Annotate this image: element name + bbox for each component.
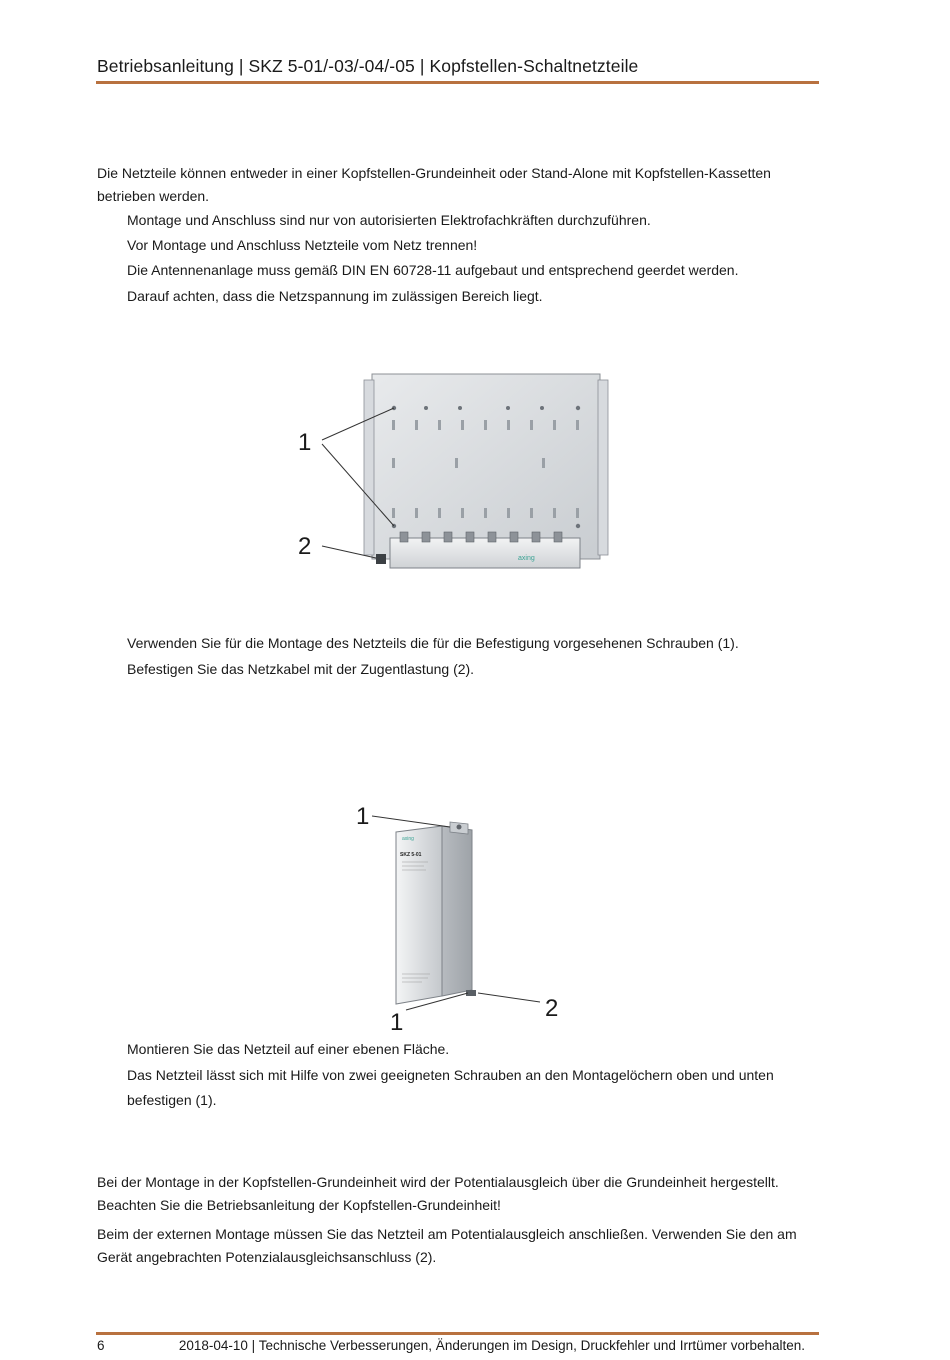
safety-note: Vor Montage und Anschluss Netzteile vom Netz trennen! [127, 237, 478, 253]
figure-mounting-plate [290, 368, 620, 578]
header-rule [96, 81, 819, 84]
callout-1: 1 [298, 429, 312, 456]
figure-power-supply [350, 796, 570, 1036]
footer-rule [96, 1332, 819, 1335]
instruction-step: Befestigen Sie das Netzkabel mit der Zugentlastung (2). [127, 661, 475, 677]
safety-note: Die Antennenanlage muss gemäß DIN EN 60728-11 aufgebaut und entsprechend geerdet werden. [127, 262, 739, 278]
safety-note: Montage und Anschluss sind nur von autorisierten Elektrofachkräften durchzuführen. [127, 212, 651, 228]
page-header-title: Betriebsanleitung | SKZ 5-01/-03/-04/-05 | Kopfstellen-Schaltnetzteile [97, 56, 639, 76]
callout-1-bottom: 1 [390, 1009, 404, 1036]
callout-line [478, 993, 540, 1002]
instruction-step: Verwenden Sie für die Montage des Netzteils die für die Befestigung vorgesehenen Schrauben (1). [127, 635, 739, 651]
model-label: SKZ 5-01 [400, 852, 422, 858]
brand-logo: axing [518, 555, 535, 562]
intro-paragraph: Die Netzteile können entweder in einer Kopfstellen-Grundeinheit oder Stand-Alone mit Kopfstellen-Kassetten betrieben werden. [97, 165, 771, 204]
instruction-step: Montieren Sie das Netzteil auf einer ebenen Fläche. [127, 1041, 450, 1057]
grounding-paragraph: Beim der externen Montage müssen Sie das Netzteil am Potentialausgleich anschließen. Verwenden Sie den am Gerät angebrachten Potenzialausgleichsanschluss (2). [97, 1226, 797, 1265]
callout-line [372, 816, 450, 827]
safety-note: Darauf achten, dass die Netzspannung im zulässigen Bereich liegt. [127, 288, 543, 304]
instruction-step: Das Netzteil lässt sich mit Hilfe von zwei geeigneten Schrauben an den Montagelöchern oben und unten befestigen (1). [127, 1067, 774, 1108]
callout-1-top: 1 [356, 803, 370, 830]
grounding-paragraph: Bei der Montage in der Kopfstellen-Grundeinheit wird der Potentialausgleich über die Grundeinheit hergestellt. Beachten Sie die Betriebsanleitung der Kopfstellen-Grundeinheit! [97, 1174, 779, 1213]
page-number: 6 [97, 1338, 105, 1353]
callout-2: 2 [545, 995, 559, 1022]
callout-2: 2 [298, 533, 312, 560]
brand-logo: axing [402, 836, 414, 842]
footer-disclaimer: 2018-04-10 | Technische Verbesserungen, Änderungen im Design, Druckfehler und Irrtümer vorbehalten. [178, 1338, 805, 1353]
